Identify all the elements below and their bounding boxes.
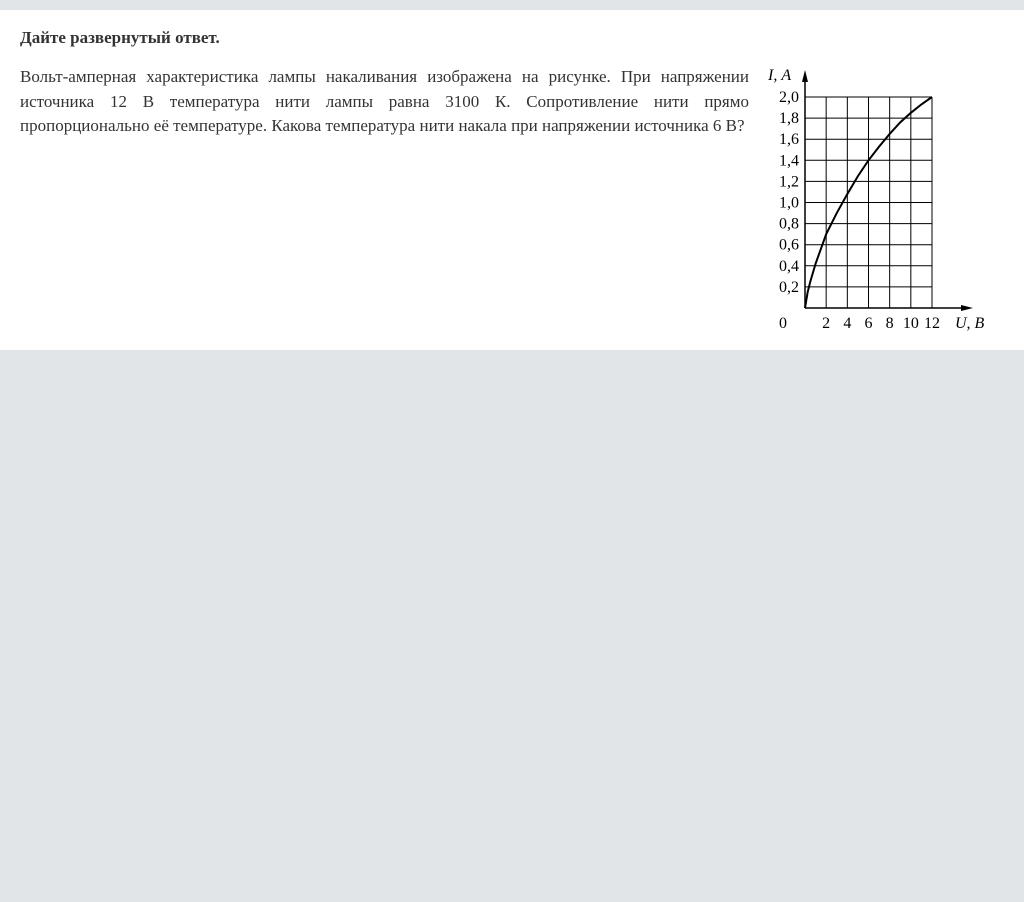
task-text: Вольт-амперная характеристика лампы накаливания изображена на рисунке. При напряжении источника 12 В температура нити лампы равна 3100 К. Сопротивление нити прямо пропорционально её температуре. Какова температура нити накала при напряжении источника 6 В? <box>20 67 749 135</box>
y-tick-label: 0,6 <box>779 236 799 254</box>
x-tick-label: 10 <box>902 315 919 332</box>
y-tick-label: 0,2 <box>779 278 799 296</box>
x-tick-label: 6 <box>864 315 873 332</box>
y-tick-label: 1,6 <box>779 131 799 149</box>
x-tick-label: 4 <box>843 315 852 332</box>
x-tick-label: 8 <box>885 315 894 332</box>
y-tick-label: 0,4 <box>779 257 799 275</box>
y-axis-arrow <box>802 70 808 82</box>
origin-label: 0 <box>779 315 787 332</box>
y-tick-label: 0,8 <box>779 215 799 233</box>
y-tick-label: 1,0 <box>779 194 799 212</box>
y-axis-label: I, А <box>768 67 792 84</box>
iv-chart <box>760 60 1000 340</box>
x-axis-label: U, В <box>955 315 985 332</box>
x-axis-arrow <box>961 305 973 311</box>
y-tick-label: 1,2 <box>779 173 799 191</box>
task-title: Дайте развернутый ответ. <box>20 28 220 47</box>
y-tick-label: 2,0 <box>779 89 799 106</box>
y-tick-label: 1,4 <box>779 152 799 170</box>
x-tick-label: 12 <box>924 315 940 332</box>
y-tick-label: 1,8 <box>779 110 799 128</box>
x-tick-label: 2 <box>822 315 831 332</box>
